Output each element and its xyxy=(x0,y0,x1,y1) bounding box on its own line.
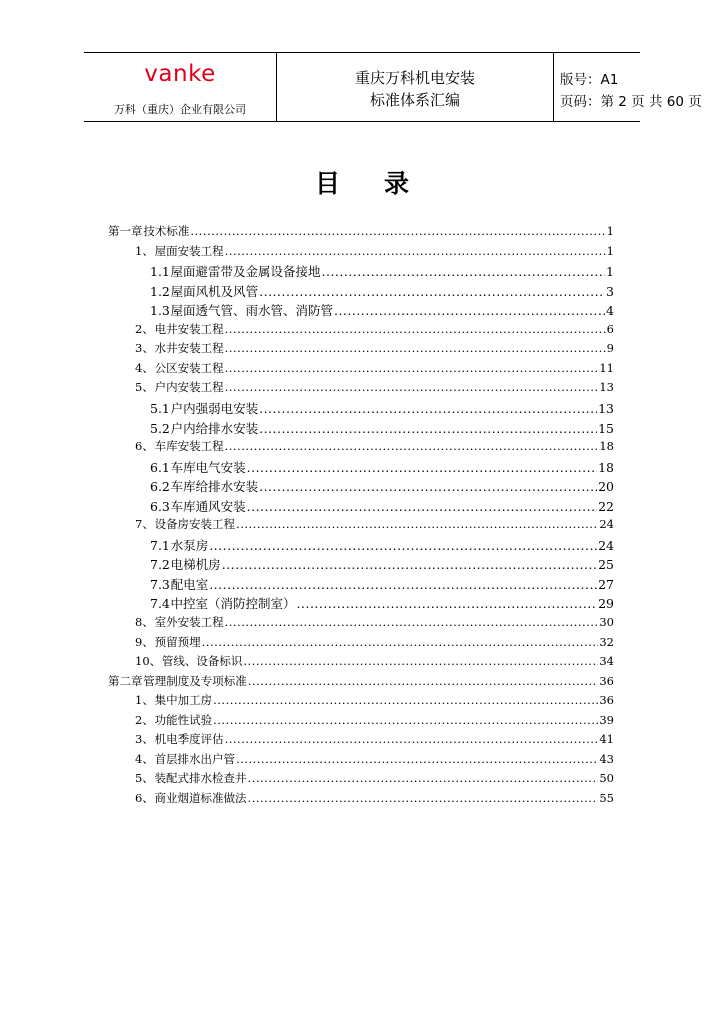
toc-entry-page: 1 xyxy=(606,224,614,238)
toc-entry-number: 2、 xyxy=(135,713,154,727)
toc-entry-number: 1、 xyxy=(135,693,154,707)
toc-entry-page: 36 xyxy=(599,693,614,707)
toc-entry-number: 1.3 xyxy=(150,303,170,318)
toc-entry-title: 公区安装工程 xyxy=(154,361,224,375)
toc-entry[interactable] xyxy=(150,458,614,476)
toc-entry-page: 11 xyxy=(599,361,614,375)
toc-entry[interactable] xyxy=(135,751,614,767)
toc-entry-title: 装配式排水检查井 xyxy=(154,771,247,785)
toc-entry-title: 技术标准 xyxy=(143,224,190,238)
toc-leader-dots xyxy=(209,538,597,553)
page-info: 页码：第 2 页 共 60 页 xyxy=(560,94,702,110)
toc-entry-page: 41 xyxy=(599,732,614,746)
toc-entry-number: 3、 xyxy=(135,732,154,746)
toc-entry-number: 7.1 xyxy=(150,538,170,553)
toc-leader-dots xyxy=(222,557,597,572)
toc-leader-dots xyxy=(334,303,605,318)
toc-entry-number: 5.1 xyxy=(150,401,170,416)
toc-leader-dots xyxy=(225,361,599,375)
toc-entry-title: 水井安装工程 xyxy=(154,341,224,355)
toc-entry-page: 1 xyxy=(606,264,614,279)
toc-entry-title: 首层排水出户管 xyxy=(154,752,236,766)
toc-entry[interactable] xyxy=(150,555,614,573)
toc-entry-page: 6 xyxy=(606,322,614,336)
toc-entry[interactable] xyxy=(135,321,614,337)
toc-leader-dots xyxy=(248,791,599,805)
toc-entry-title: 功能性试验 xyxy=(154,713,213,727)
toc-entry[interactable] xyxy=(150,594,614,612)
toc-entry-page: 9 xyxy=(606,341,614,355)
toc-entry-title: 预留预埋 xyxy=(154,635,201,649)
toc-entry[interactable] xyxy=(150,262,614,280)
toc-entry-number: 6.1 xyxy=(150,460,170,475)
toc-leader-dots xyxy=(248,771,599,785)
document-title-line-2: 标准体系汇编 xyxy=(369,91,460,109)
toc-leader-dots xyxy=(213,693,598,707)
toc-entry-title: 屋面避雷带及金属设备接地 xyxy=(170,264,321,279)
toc-entry[interactable] xyxy=(108,673,614,689)
toc-leader-dots xyxy=(247,499,597,514)
toc-entry-page: 22 xyxy=(598,499,614,514)
toc-entry-title: 车库通风安装 xyxy=(170,499,246,514)
toc-entry-title: 配电室 xyxy=(170,577,209,592)
toc-entry-number: 7.4 xyxy=(150,596,170,611)
toc-entry-page: 24 xyxy=(599,517,614,531)
toc-leader-dots xyxy=(248,674,599,688)
toc-entry[interactable] xyxy=(135,438,614,454)
toc-leader-dots xyxy=(236,752,598,766)
toc-entry-page: 24 xyxy=(598,538,614,553)
toc-leader-dots xyxy=(202,635,599,649)
toc-entry-number: 7.2 xyxy=(150,557,170,572)
toc-entry[interactable] xyxy=(150,419,614,437)
toc-entry[interactable] xyxy=(150,497,614,515)
toc-leader-dots xyxy=(190,224,605,238)
toc-entry-page: 30 xyxy=(599,615,614,629)
document-title-line-1: 重庆万科机电安装 xyxy=(354,69,475,87)
company-name: 万科（重庆）企业有限公司 xyxy=(114,103,246,116)
toc-entry-title: 中控室（消防控制室） xyxy=(170,596,296,611)
toc-entry[interactable] xyxy=(135,379,614,395)
toc-entry-page: 50 xyxy=(599,771,614,785)
toc-entry-number: 5.2 xyxy=(150,421,170,436)
toc-entry-page: 15 xyxy=(598,421,614,436)
toc-entry-page: 39 xyxy=(599,713,614,727)
toc-leader-dots xyxy=(225,244,606,258)
toc-leader-dots xyxy=(247,460,597,475)
toc-entry-number: 4、 xyxy=(135,752,154,766)
toc-entry-title: 车库安装工程 xyxy=(154,439,224,453)
toc-entry[interactable] xyxy=(135,360,614,376)
toc-entry-page: 18 xyxy=(599,439,614,453)
toc-entry-title: 管线、设备标识 xyxy=(161,654,243,668)
toc-entry-page: 18 xyxy=(598,460,614,475)
toc-entry-title: 户内给排水安装 xyxy=(170,421,259,436)
toc-entry-page: 36 xyxy=(599,674,614,688)
toc-entry[interactable] xyxy=(135,692,614,708)
toc-entry-title: 屋面风机及风管 xyxy=(170,284,259,299)
toc-entry[interactable] xyxy=(135,653,614,669)
toc-leader-dots xyxy=(259,421,597,436)
toc-entry-title: 机电季度评估 xyxy=(154,732,224,746)
toc-leader-dots xyxy=(259,284,605,299)
toc-entry-number: 第二章 xyxy=(108,674,143,688)
toc-entry-page: 34 xyxy=(599,654,614,668)
toc-entry-title: 车库给排水安装 xyxy=(170,479,259,494)
toc-entry-page: 3 xyxy=(606,284,614,299)
toc-entry[interactable] xyxy=(135,790,614,806)
toc-entry-page: 13 xyxy=(598,401,614,416)
toc-leader-dots xyxy=(209,577,597,592)
toc-entry-number: 5、 xyxy=(135,771,154,785)
toc-entry-title: 商业烟道标准做法 xyxy=(154,791,247,805)
vanke-logo: vanke xyxy=(144,61,216,87)
toc-entry-title: 户内强弱电安装 xyxy=(170,401,259,416)
toc-entry[interactable] xyxy=(150,399,614,417)
toc-entry-number: 3、 xyxy=(135,341,154,355)
toc-entry-number: 8、 xyxy=(135,615,154,629)
toc-entry[interactable] xyxy=(135,770,614,786)
toc-entry-title: 电梯机房 xyxy=(170,557,221,572)
toc-entry-number: 6.2 xyxy=(150,479,170,494)
toc-entry[interactable] xyxy=(135,712,614,728)
toc-entry[interactable] xyxy=(150,575,614,593)
toc-entry[interactable] xyxy=(135,516,614,532)
toc-entry-number: 10、 xyxy=(135,654,162,668)
toc-entry-number: 6.3 xyxy=(150,499,170,514)
toc-leader-dots xyxy=(297,596,598,611)
toc-entry-page: 55 xyxy=(599,791,614,805)
toc-entry-number: 2、 xyxy=(135,322,154,336)
toc-entry-number: 1、 xyxy=(135,244,154,258)
toc-entry-title: 车库电气安装 xyxy=(170,460,246,475)
toc-entry-number: 6、 xyxy=(135,439,154,453)
toc-entry[interactable] xyxy=(150,477,614,495)
toc-entry-number: 7、 xyxy=(135,517,154,531)
toc-entry-title: 室外安装工程 xyxy=(154,615,224,629)
toc-entry-page: 13 xyxy=(599,380,614,394)
toc-entry[interactable] xyxy=(150,536,614,554)
toc-entry[interactable] xyxy=(135,614,614,630)
version-number: 版号：A1 xyxy=(560,72,619,88)
toc-entry[interactable] xyxy=(135,634,614,650)
toc-entry[interactable] xyxy=(135,340,614,356)
toc-leader-dots xyxy=(259,479,597,494)
toc-entry[interactable] xyxy=(135,243,614,259)
toc-entry[interactable] xyxy=(150,282,614,300)
toc-entry-number: 4、 xyxy=(135,361,154,375)
toc-entry-page: 27 xyxy=(598,577,614,592)
toc-entry-number: 6、 xyxy=(135,791,154,805)
toc-leader-dots xyxy=(225,732,599,746)
toc-leader-dots xyxy=(259,401,597,416)
toc-entry-title: 户内安装工程 xyxy=(154,380,224,394)
toc-entry-page: 25 xyxy=(598,557,614,572)
toc-entry-page: 29 xyxy=(598,596,614,611)
toc-leader-dots xyxy=(225,380,599,394)
toc-title: 目录 xyxy=(314,169,453,198)
toc-entry-page: 43 xyxy=(599,752,614,766)
toc-entry-number: 7.3 xyxy=(150,577,170,592)
toc-leader-dots xyxy=(236,517,598,531)
toc-entry-page: 32 xyxy=(599,635,614,649)
toc-leader-dots xyxy=(213,713,598,727)
toc-entry-title: 屋面透气管、雨水管、消防管 xyxy=(170,303,333,318)
toc-leader-dots xyxy=(225,439,599,453)
toc-entry-number: 9、 xyxy=(135,635,154,649)
toc-entry-page: 4 xyxy=(606,303,614,318)
toc-entry[interactable] xyxy=(150,301,614,319)
toc-leader-dots xyxy=(225,322,606,336)
toc-entry-number: 1.1 xyxy=(150,264,170,279)
toc-entry-page: 20 xyxy=(598,479,614,494)
toc-entry-title: 屋面安装工程 xyxy=(154,244,224,258)
toc-leader-dots xyxy=(243,654,598,668)
toc-entry-title: 电井安装工程 xyxy=(154,322,224,336)
toc-leader-dots xyxy=(322,264,606,279)
toc-entry[interactable] xyxy=(108,223,614,239)
toc-entry-title: 管理制度及专项标准 xyxy=(143,674,247,688)
toc-entry-title: 设备房安装工程 xyxy=(154,517,236,531)
toc-leader-dots xyxy=(225,341,606,355)
toc-leader-dots xyxy=(225,615,599,629)
toc-entry-number: 1.2 xyxy=(150,284,170,299)
toc-entry-number: 5、 xyxy=(135,380,154,394)
toc-entry-title: 水泵房 xyxy=(170,538,209,553)
toc-entry-page: 1 xyxy=(606,244,614,258)
toc-entry-title: 集中加工房 xyxy=(154,693,213,707)
toc-entry-number: 第一章 xyxy=(108,224,143,238)
toc-entry[interactable] xyxy=(135,731,614,747)
